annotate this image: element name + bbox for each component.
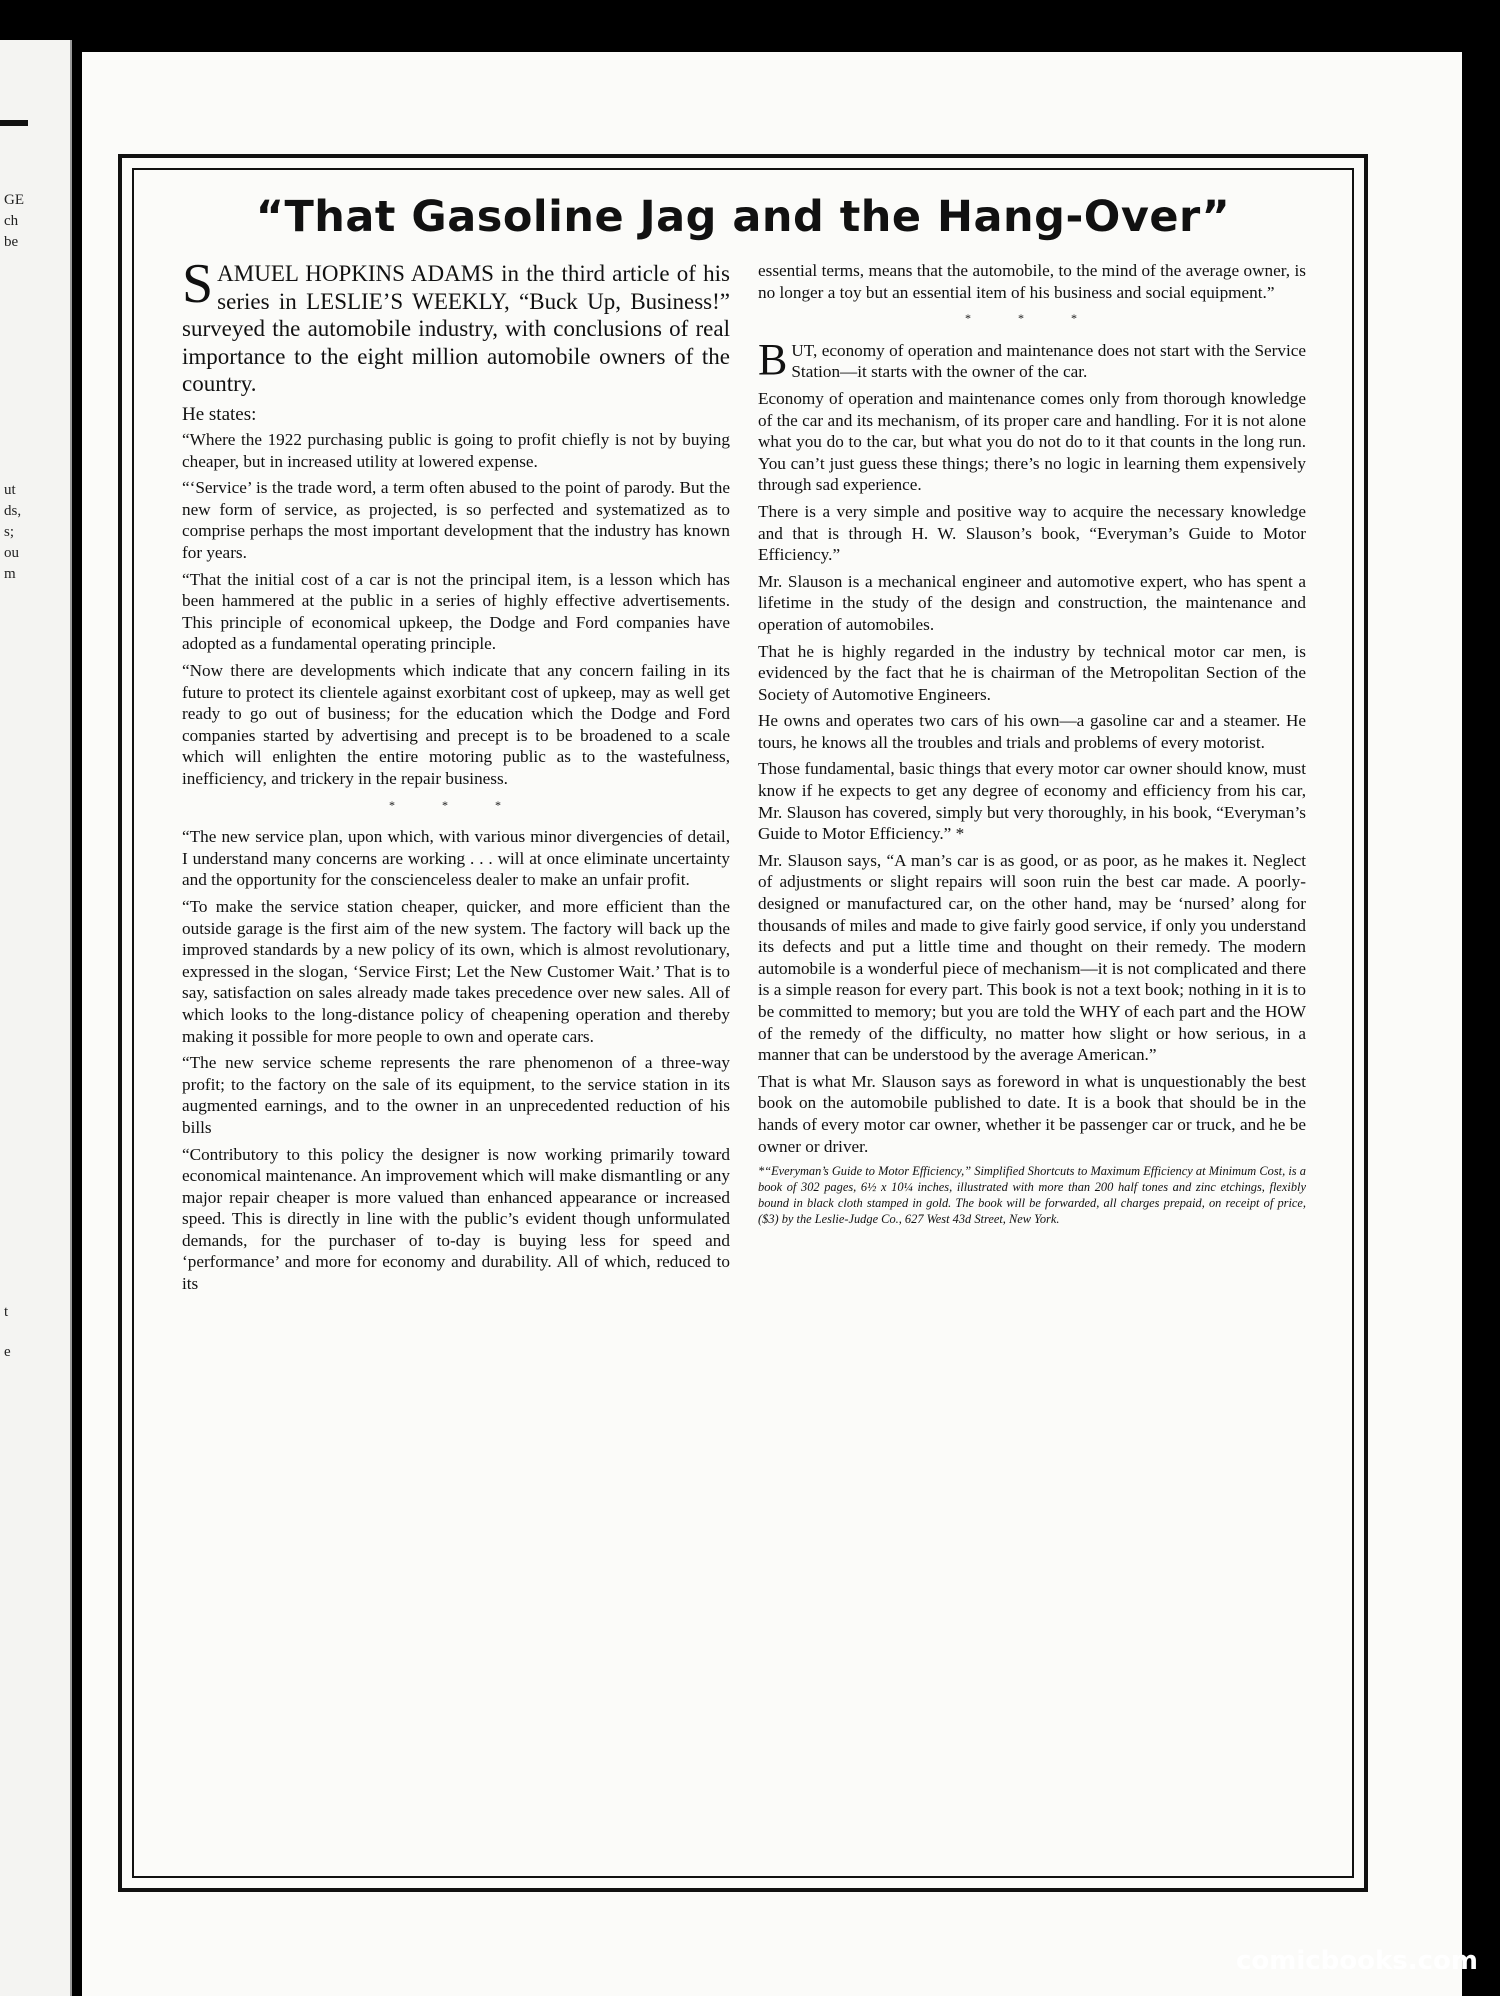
magazine-page: [82, 52, 1462, 1996]
quote-paragraph: “That the initial cost of a car is not the principal item, is a lesson which has been hammered at the public in a series of highly effective advertisements. This principle of economical upkeep, the Dodge and Ford companies have adopted as a fundamental operating principle.: [182, 569, 730, 654]
left-column: [182, 253, 730, 1300]
body-paragraph: Economy of operation and maintenance comes only from thorough knowledge of the car and its mechanism, of its proper care and handling. For it is not alone what you do to the car, but what you do not do to it that counts in the long run. You can’t just guess these things; there’s no logic in learning them expensively through sad experience.: [758, 388, 1306, 495]
prev-fragment: t: [4, 1304, 9, 1320]
but-text: UT, economy of operation and maintenance does not start with the Service Station—it starts with the owner of the car.: [791, 340, 1306, 382]
lead-text: AMUEL HOPKINS ADAMS in the third article of his series in LESLIE’S WEEKLY, “Buck Up, Business!” surveyed the automobile industry, with conclusions of real importance to the eight million automobile owners of the country.: [182, 261, 730, 396]
previous-page-rule: [0, 120, 28, 126]
footnote: *“Everyman’s Guide to Motor Efficiency,” Simplified Shortcuts to Maximum Efficiency at Minimum Cost, is a book of 302 pages, 6½ x 10¼ inches, illustrated with more than 200 half tones and zinc etchings, flexibly bound in black cloth stamped in gold. The book will be forwarded, all charges prepaid, on receipt of price, ($3) by the Leslie-Judge Co., 627 West 43d Street, New York.: [758, 1164, 1306, 1227]
right-column: [758, 260, 1306, 1232]
section-separator: * * *: [389, 797, 523, 812]
body-paragraph: Mr. Slauson is a mechanical engineer and automotive expert, who has spent a lifetime in the study of the design and construction, the maintenance and operation of automobiles.: [758, 571, 1306, 634]
quote-paragraph: “Now there are developments which indicate that any concern failing in its future to protect its clientele against exorbitant cost of upkeep, may as well get ready to go out of business; for the education which the Dodge and Ford companies started by advertising and precept is to be broadened to a scale which will enlighten the entire motoring public as to the wastefulness, inefficiency, and trickery in the repair business.: [182, 661, 730, 788]
site-watermark: comicbooks.com: [1235, 1946, 1478, 1976]
headline: “That Gasoline Jag and the Hang-Over”: [255, 192, 1231, 242]
drop-cap: S: [182, 253, 214, 315]
body-paragraph: Those fundamental, basic things that every motor car owner should know, must know if he expects to get any degree of economy and efficiency from his car, Mr. Slauson has covered, simply but very thoroughly, in his book, “Everyman’s Guide to Motor Efficiency.” *: [758, 759, 1306, 844]
prev-fragment: GE: [4, 192, 24, 208]
lead-paragraph: [182, 253, 730, 398]
he-states: He states:: [182, 403, 257, 425]
prev-fragment: m: [4, 566, 16, 582]
body-paragraph: There is a very simple and positive way to acquire the necessary knowledge and that is through H. W. Slauson’s book, “Everyman’s Guide to Motor Efficiency.”: [758, 501, 1306, 565]
prev-fragment: e: [4, 1344, 11, 1360]
quote-paragraph: “The new service scheme represents the rare phenomenon of a three-way profit; to the factory on the sale of its equipment, to the service station in its augmented earnings, and to the owner in an unprecedented reduction of his bills: [182, 1053, 730, 1137]
previous-page-edge: [0, 40, 72, 1996]
prev-fragment: ut: [4, 482, 16, 498]
prev-fragment: ds,: [4, 503, 22, 519]
but-paragraph: [758, 334, 1306, 384]
quote-paragraph: “Contributory to this policy the designer is now working primarily toward economical maintenance. An improvement which will make dismantling or any major repair cheaper is more valued than enhanced appearance or increased speed. This is directly in line with the public’s evident though unformulated demands, for the purchaser of to-day is buying less for speed and ‘performance’ and more for economy and durability. All of which, reduced to its: [182, 1144, 730, 1294]
quote-paragraph: “To make the service station cheaper, quicker, and more efficient than the outside garage is the first aim of the new system. The factory will back up the improved standards by a new policy of its own, which is almost revolutionary, expressed in the slogan, ‘Service First; Let the New Customer Wait.’ That is to say, satisfaction on sales already made takes precedence over new sales. All of which looks to the long-distance policy of cheapening operation and thereby making it possible for more people to own and operate cars.: [182, 896, 730, 1046]
advertisement-frame: [118, 154, 1368, 1892]
advertisement-inner-border: [132, 168, 1354, 1878]
drop-cap: B: [758, 334, 788, 384]
body-paragraph: That is what Mr. Slauson says as foreword in what is unquestionably the best book on the automobile published to date. It is a book that should be in the hands of every motor car owner, whether it be passenger car or truck, and he be owner or driver.: [758, 1071, 1306, 1156]
quote-paragraph: “Where the 1922 purchasing public is going to profit chiefly is not by buying cheaper, but in increased utility at lowered expense.: [182, 430, 730, 471]
prev-fragment: ch: [4, 213, 19, 229]
body-paragraph: He owns and operates two cars of his own—a gasoline car and a steamer. He tours, he knows all the troubles and trials and problems of every motorist.: [758, 711, 1306, 752]
prev-fragment: s;: [4, 524, 15, 540]
prev-fragment: be: [4, 234, 19, 250]
body-paragraph: essential terms, means that the automobile, to the mind of the average owner, is no longer a toy but an essential item of his business and social equipment.”: [758, 261, 1306, 302]
body-paragraph: Mr. Slauson says, “A man’s car is as good, or as poor, as he makes it. Neglect of adjustments or slight repairs will soon ruin the best car made. A poorly-designed or manufactured car, on the other hand, may be ‘nursed’ along for thousands of miles and made to give fairly good service, if only you understand its defects and put a little time and thought on their remedy. The modern automobile is a wonderful piece of mechanism—it is not complicated and there is a simple reason for every part. This book is not a text book; nothing in it is to be committed to memory; but you are told the WHY of each part and the HOW of the remedy of the difficulty, no matter how slight or how serious, in a manner that can be understood by the average American.”: [758, 850, 1306, 1065]
body-paragraph: That he is highly regarded in the industry by technical motor car men, is evidenced by the fact that he is chairman of the Metropolitan Section of the Society of Automotive Engineers.: [758, 641, 1306, 704]
quote-paragraph: “‘Service’ is the trade word, a term often abused to the point of parody. But the new form of service, as projected, is so perfected and systematized as to comprise perhaps the most important development that the industry has known for years.: [182, 478, 730, 563]
prev-fragment: ou: [4, 545, 19, 561]
quote-paragraph: “The new service plan, upon which, with various minor divergencies of detail, I understand many concerns are working . . . will at once eliminate uncertainty and the opportunity for the conscienceless dealer to make an unfair profit.: [182, 827, 730, 890]
section-separator: * * *: [965, 311, 1099, 326]
